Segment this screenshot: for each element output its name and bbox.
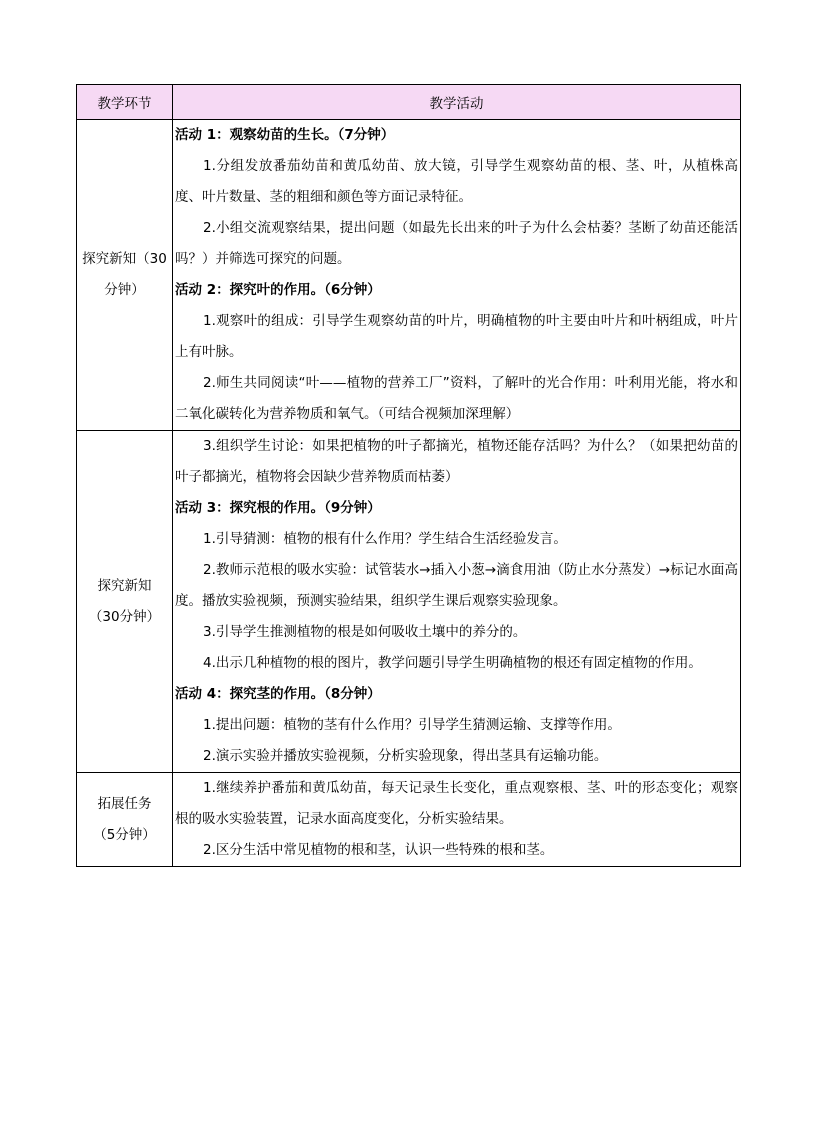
table-row xyxy=(77,120,741,431)
activity-paragraph: 2.演示实验并播放实验视频，分析实验现象，得出茎具有运输功能。 xyxy=(203,748,608,764)
lesson-plan-table xyxy=(76,84,741,867)
stage-label: 拓展任务 xyxy=(97,795,152,812)
table-row xyxy=(77,773,741,867)
activity-cell xyxy=(173,773,741,867)
header-stage: 教学环节 xyxy=(77,85,173,120)
activity-paragraph: 2.小组交流观察结果，提出问题（如最先长出来的叶子为什么会枯萎？茎断了幼苗还能活吗？）并筛选可探究的问题。 xyxy=(175,220,738,267)
activity-paragraph: 1.继续养护番茄和黄瓜幼苗，每天记录生长变化，重点观察根、茎、叶的形态变化；观察根的吸水实验装置，记录水面高度变化，分析实验结果。 xyxy=(175,780,738,827)
activity-paragraph: 1.引导猜测：植物的根有什么作用？学生结合生活经验发言。 xyxy=(203,531,567,547)
stage-cell xyxy=(77,431,173,773)
activity-paragraph: 2.教师示范根的吸水实验：试管装水→插入小葱→滴食用油（防止水分蒸发）→标记水面高度。播放实验视频，预测实验结果，组织学生课后观察实验现象。 xyxy=(175,562,738,609)
stage-label: （5分钟） xyxy=(93,826,156,843)
activity-paragraph: 2.师生共同阅读“叶——植物的营养工厂”资料，了解叶的光合作用：叶利用光能，将水和二氧化碳转化为营养物质和氧气。（可结合视频加深理解） xyxy=(175,375,738,422)
activity-heading: 活动 3：探究根的作用。（9分钟） xyxy=(175,500,381,516)
activity-paragraph: 1.分组发放番茄幼苗和黄瓜幼苗、放大镜，引导学生观察幼苗的根、茎、叶，从植株高度、叶片数量、茎的粗细和颜色等方面记录特征。 xyxy=(175,158,738,205)
activity-paragraph: 2.区分生活中常见植物的根和茎，认识一些特殊的根和茎。 xyxy=(203,842,554,858)
stage-label: 探究新知（30 xyxy=(82,251,167,267)
table-row xyxy=(77,431,741,773)
activity-paragraph: 1.观察叶的组成：引导学生观察幼苗的叶片，明确植物的叶主要由叶片和叶柄组成，叶片上有叶脉。 xyxy=(175,313,738,360)
stage-label: 分钟） xyxy=(104,282,145,298)
table-header-row xyxy=(77,85,741,120)
activity-paragraph: 1.提出问题：植物的茎有什么作用？引导学生猜测运输、支撑等作用。 xyxy=(203,717,621,733)
activity-heading: 活动 1：观察幼苗的生长。（7分钟） xyxy=(175,127,395,143)
activity-cell xyxy=(173,431,741,773)
activity-cell xyxy=(173,120,741,431)
stage-cell xyxy=(77,773,173,867)
table-body xyxy=(77,120,741,867)
activity-paragraph: 4.出示几种植物的根的图片，教学问题引导学生明确植物的根还有固定植物的作用。 xyxy=(203,655,702,671)
activity-paragraph: 3.引导学生推测植物的根是如何吸收土壤中的养分的。 xyxy=(203,624,527,640)
stage-cell xyxy=(77,120,173,431)
activity-heading: 活动 4：探究茎的作用。（8分钟） xyxy=(175,686,381,702)
stage-label: （30分钟） xyxy=(88,608,161,625)
activity-heading: 活动 2：探究叶的作用。（6分钟） xyxy=(175,282,381,298)
stage-label: 探究新知 xyxy=(97,577,152,594)
activity-paragraph: 3.组织学生讨论：如果把植物的叶子都摘光，植物还能存活吗？为什么？（如果把幼苗的叶子都摘光，植物将会因缺少营养物质而枯萎） xyxy=(175,438,738,485)
header-activity: 教学活动 xyxy=(173,85,741,120)
